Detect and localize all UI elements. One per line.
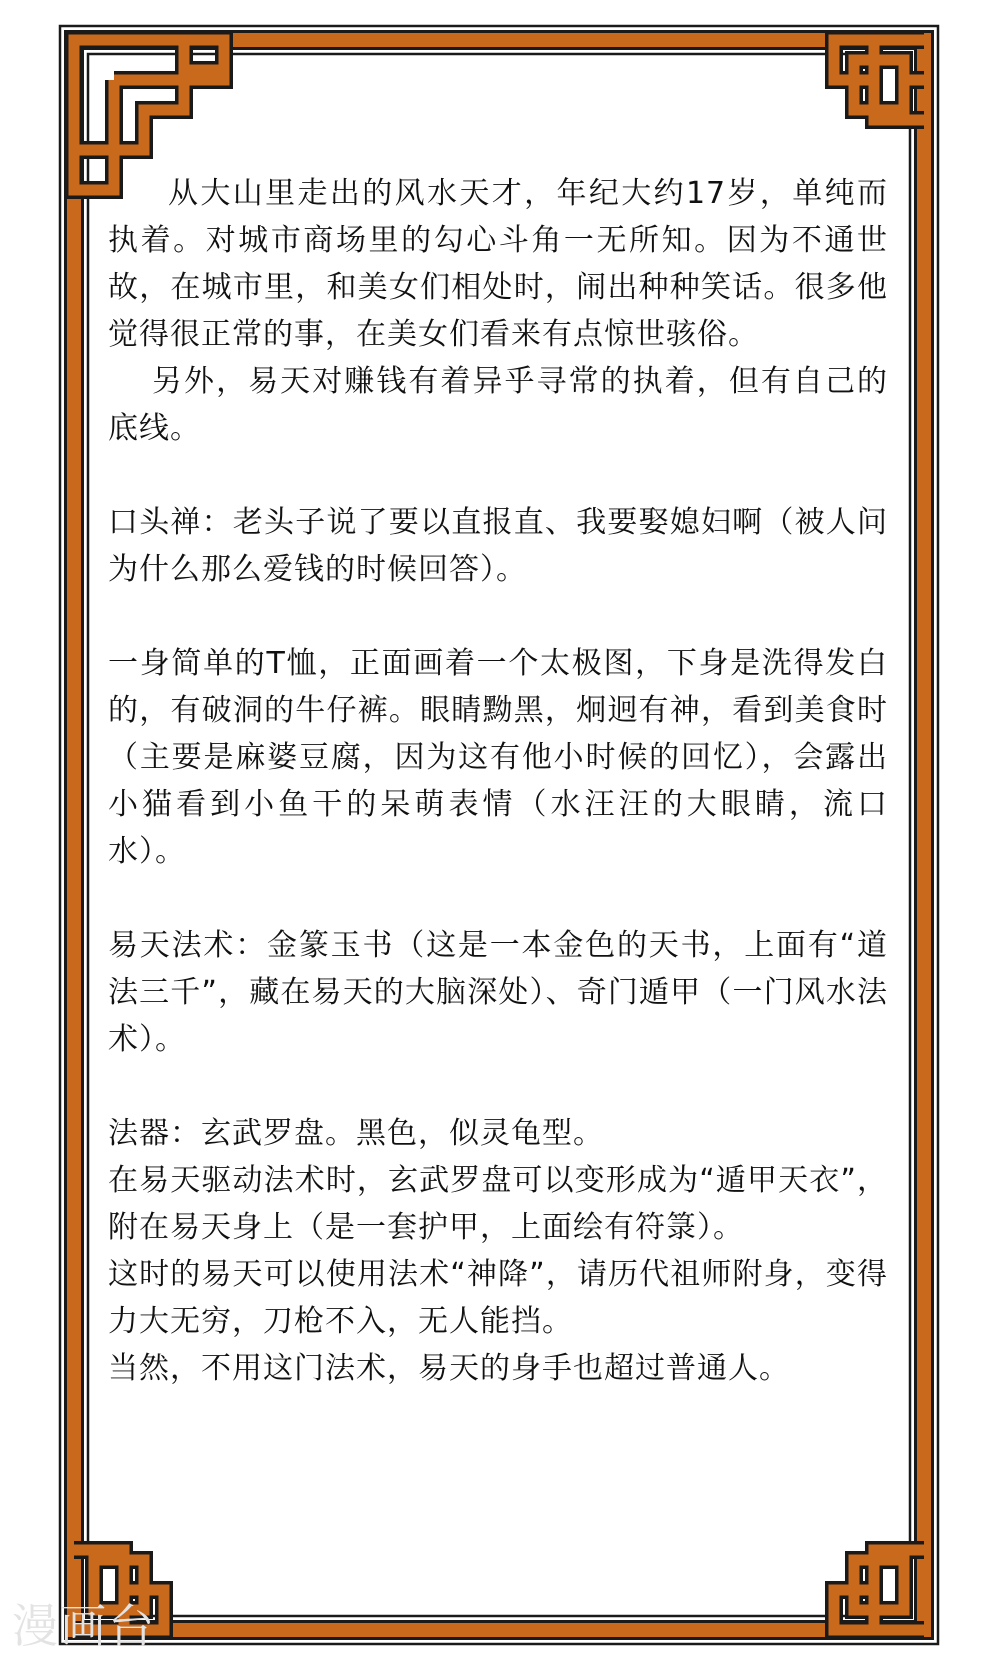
appearance-paragraph: 一身简单的T恤，正面画着一个太极图，下身是洗得发白的，有破洞的牛仔裤。眼睛黝黑，炯迥有神，看到美食时（主要是麻婆豆腐，因为这有他小时候的回忆），会露出小猫看到小鱼干的呆萌表情（水汪汪的大眼睛，流口水）。 [108,646,888,869]
artifact-line-2: 在易天驱动法术时，玄武罗盘可以变形成为“遁甲天衣”，附在易天身上（是一套护甲，上面绘有符箓）。 [108,1163,888,1245]
corner-knot-top-left [74,40,224,190]
watermark-logo: 漫画台 [12,1599,156,1653]
magic-paragraph: 易天法术：金篆玉书（这是一本金色的天书，上面有“道法三千”，藏在易天的大脑深处）、奇门遁甲（一门风水法术）。 [108,928,888,1057]
intro-paragraph-2: 另外，易天对赚钱有着异乎寻常的执着，但有自己的底线。 [108,364,888,446]
artifact-line-1: 法器：玄武罗盘。黑色，似灵龟型。 [108,1116,604,1151]
artifact-line-3: 这时的易天可以使用法术“神降”，请历代祖师附身，变得力大无穷，刀枪不入，无人能挡。 [108,1257,888,1339]
artifact-line-4: 当然，不用这门法术，易天的身手也超过普通人。 [108,1351,790,1386]
corner-knot-bottom-right [834,1550,924,1630]
catchphrase-paragraph: 口头禅：老头子说了要以直报直、我要娶媳妇啊（被人问为什么那么爱钱的时候回答）。 [108,505,888,587]
intro-paragraph-1: 从大山里走出的风水天才，年纪大约17岁，单纯而执着。对城市商场里的勾心斗角一无所知。因为不通世故，在城市里，和美女们相处时，闹出种种笑话。很多他觉得很正常的事，在美女们看来有点惊世骇俗。 [108,176,888,352]
character-description [108,170,888,1392]
corner-knot-top-right [834,40,924,120]
